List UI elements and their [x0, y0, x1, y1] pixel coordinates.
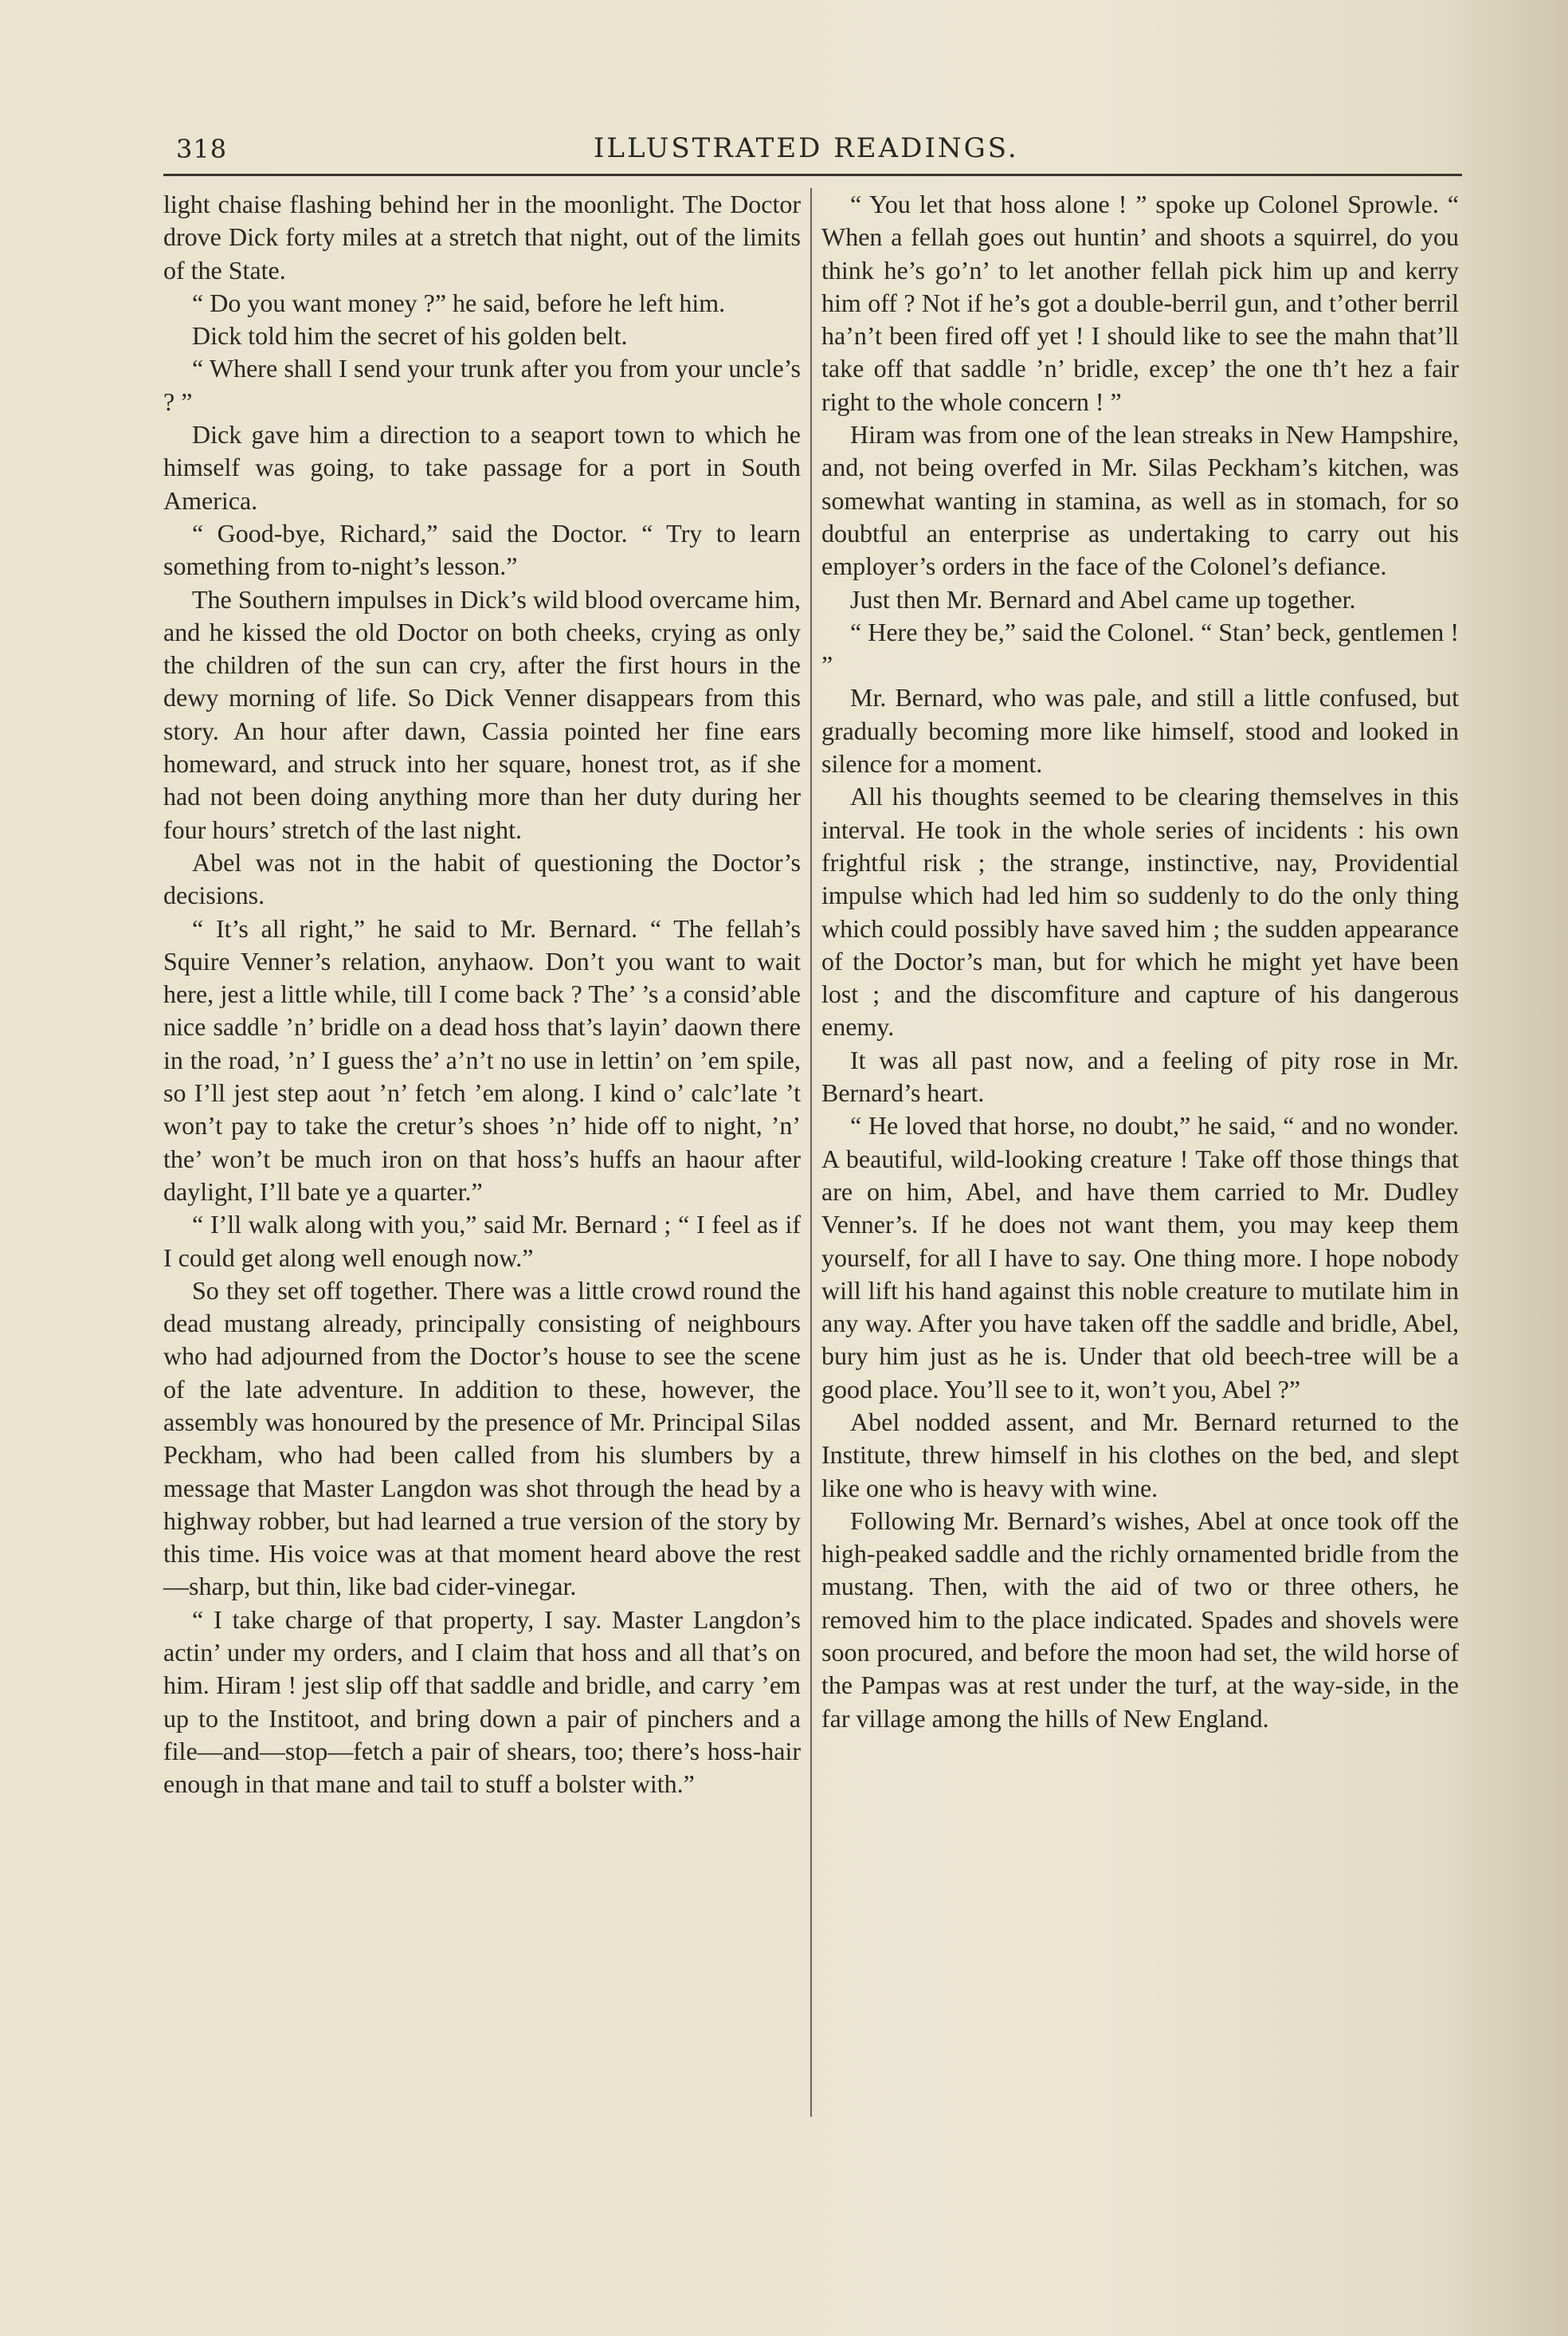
paragraph: So they set off together. There was a little crowd round the dead mustang already, principally consisting of neighbours who had adjourned from the Doctor’s house to see the scene of the late adventure. In addition to these, however, the assembly was honoured by the presence of Mr. Principal Silas Peckham, who had been called from his slumbers by a message that Master Langdon was shot through the head by a highway robber, but had learned a true version of the story by this time. His voice was at that moment heard above the rest—sharp, but thin, like bad cider-vinegar. [163, 1275, 801, 1601]
paragraph: “ Where shall I send your trunk after you from your uncle’s ? ” [163, 354, 801, 416]
page-number: 318 [176, 134, 228, 164]
paragraph: “ I take charge of that property, I say. Master Langdon’s actin’ under my orders, and I claim that hoss and all that’s on him. Hiram ! jest slip off that saddle and bridle, and carry ’em up to the Institoot, and bring down a pair of pinchers and a file—and—stop—fetch a pair of shears, too; there’s hoss-hair enough in that mane and tail to stuff a bolster with.” [163, 1604, 801, 1799]
paragraph: Abel nodded assent, and Mr. Bernard returned to the Institute, threw himself in his clothes on the bed, and slept like one who is heavy with wine. [821, 1407, 1459, 1502]
paragraph: Mr. Bernard, who was pale, and still a little confused, but gradually becoming more like himself, stood and looked in silence for a moment. [821, 683, 1459, 779]
paragraph: light chaise flashing behind her in the moonlight. The Doctor drove Dick forty miles at a stretch that night, out of the limits of the State. [163, 190, 801, 285]
paragraph: The Southern impulses in Dick’s wild blood overcame him, and he kissed the old Doctor on both cheeks, crying as only the children of the sun can cry, after the first hours in the dewy morning of life. So Dick Venner disappears from this story. An hour after dawn, Cassia pointed her fine ears homeward, and struck into her square, honest trot, as if she had not been doing anything more than her duty during her four hours’ stretch of the last night. [163, 584, 801, 844]
paragraph: Just then Mr. Bernard and Abel came up together. [850, 584, 1356, 614]
header-rule [163, 174, 1462, 176]
paragraph: Following Mr. Bernard’s wishes, Abel at once took off the high-peaked saddle and the richly ornamented bridle from the mustang. Then, with the aid of two or three others, he removed him to the place indicated. Spades and shovels were soon procured, and before the moon had set, the wild horse of the Pampas was at rest under the turf, at the way-side, in the far village among the hills of New England. [821, 1506, 1459, 1733]
paragraph: Dick gave him a direction to a seaport town to which he himself was going, to take passage for a port in South America. [163, 420, 801, 515]
paragraph: “ Here they be,” said the Colonel. “ Stan’ beck, gentlemen ! ” [821, 617, 1459, 680]
paragraph: “ Good-bye, Richard,” said the Doctor. “ Try to learn something from to-night’s lesson.” [163, 518, 801, 581]
paragraph: “ Do you want money ?” he said, before he left him. [192, 288, 726, 317]
running-title: ILLUSTRATED READINGS. [594, 132, 1019, 164]
paragraph: “ He loved that horse, no doubt,” he said, “ and no wonder. A beautiful, wild-looking creature ! Take off those things that are on him, Abel, and have them carried to Mr. Dudley Venner’s. If he does not want them, you may keep them yourself, for all I have to say. One thing more. I hope nobody will lift his hand against this noble creature to mutilate him in any way. After you have taken off the saddle and bridle, Abel, bury him just as he is. Under that old beech-tree will be a good place. You’ll see to it, won’t you, Abel ?” [821, 1111, 1459, 1404]
right-column [821, 188, 1459, 1735]
paragraph: All his thoughts seemed to be clearing themselves in this interval. He took in the whole series of incidents : his own frightful risk ; the strange, instinctive, nay, Providential impulse which had led him so suddenly to do the only thing which could possibly have saved him ; the sudden appearance of the Doctor’s man, but for which he might yet have been lost ; and the discomfiture and capture of his dangerous enemy. [821, 782, 1459, 1042]
paragraph: “ It’s all right,” he said to Mr. Bernard. “ The fellah’s Squire Venner’s relation, anyhaow. Don’t you want to wait here, jest a little while, till I come back ? The’ ’s a consid’able nice saddle ’n’ bridle on a dead hoss that’s layin’ daown there in the road, ’n’ I guess the’ a’n’t no use in lettin’ on ’em spile, so I’ll jest step aout ’n’ fetch ’em along. I kind o’ calc’late ’t won’t pay to take the cretur’s shoes ’n’ hide off to night, ’n’ the’ won’t be much iron on that hoss’s huffs an haour after daylight, I’ll bate ye a quarter.” [163, 913, 801, 1206]
paragraph: Hiram was from one of the lean streaks in New Hampshire, and, not being overfed in Mr. Silas Peckham’s kitchen, was somewhat wanting in stamina, as well as in stomach, for so doubtful an enterprise as undertaking to carry out his employer’s orders in the face of the Colonel’s defiance. [821, 420, 1459, 581]
left-column [163, 188, 801, 1801]
column-divider [810, 188, 812, 2117]
paragraph: It was all past now, and a feeling of pity rose in Mr. Bernard’s heart. [821, 1045, 1459, 1108]
paragraph: “ I’ll walk along with you,” said Mr. Bernard ; “ I feel as if I could get along well enough now.” [163, 1210, 801, 1272]
paragraph: Dick told him the secret of his golden belt. [192, 321, 628, 351]
paragraph: Abel was not in the habit of questioning the Doctor’s decisions. [163, 847, 801, 910]
paragraph: “ You let that hoss alone ! ” spoke up Colonel Sprowle. “ When a fellah goes out huntin’ and shoots a squirrel, do you think he’s go’n’ to let another fellah pick him up and kerry him off ? Not if he’s got a double-berril gun, and t’other berril ha’n’t been fired off yet ! I should like to see the mahn that’ll take off that saddle ’n’ bridle, excep’ the one th’t hez a fair right to the whole concern ! ” [821, 190, 1459, 416]
page-header [163, 129, 1462, 169]
